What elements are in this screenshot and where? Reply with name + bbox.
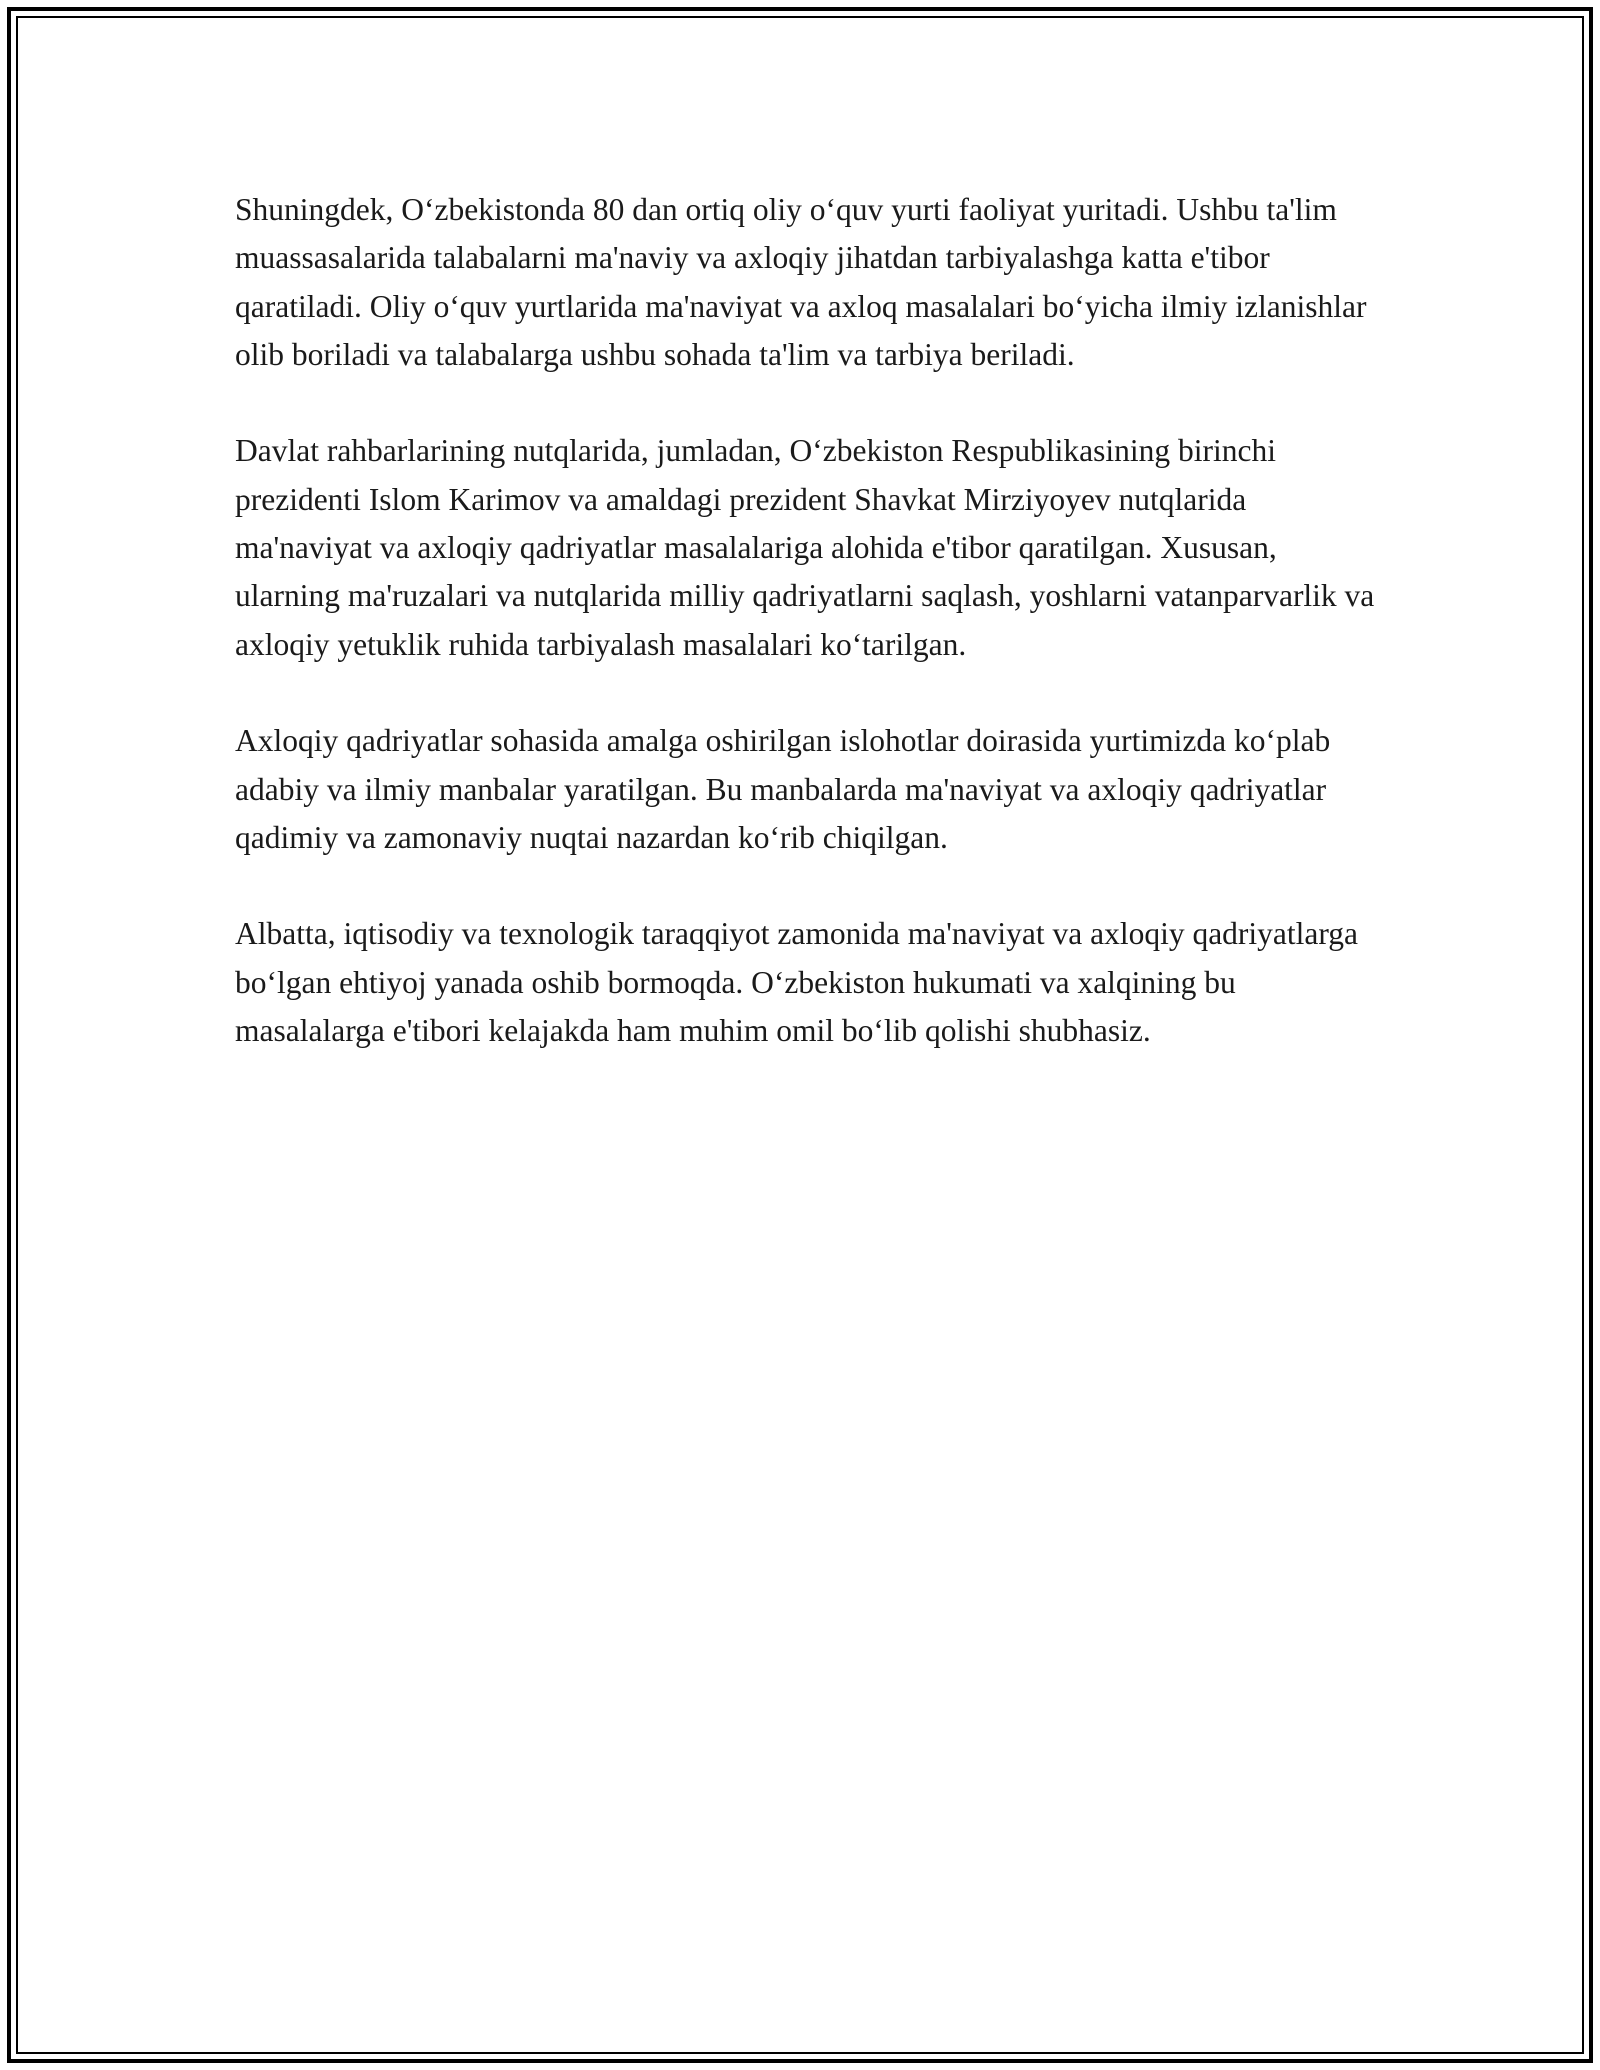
paragraph-3: Axloqiy qadriyatlar sohasida amalga oshirilgan islohotlar doirasida yurtimizda ko‘plab adabiy va ilmiy manbalar yaratilgan. Bu manbalarda ma'naviyat va axloqiy qadriyatlar qadimiy va zamonaviy nuqtai nazardan ko‘rib chiqilgan. (235, 723, 1331, 855)
document-body (235, 186, 1385, 1104)
paragraph-4: Albatta, iqtisodiy va texnologik taraqqiyot zamonida ma'naviyat va axloqiy qadriyatlarga bo‘lgan ehtiyoj yanada oshib bormoqda. O‘zbekiston hukumati va xalqining bu masalalarga e'tibori kelajakda ham muhim omil bo‘lib qolishi shubhasiz. (235, 916, 1359, 1049)
paragraph-2: Davlat rahbarlarining nutqlarida, jumladan, O‘zbekiston Respublikasining birinchi prezidenti Islom Karimov va amaldagi prezident Shavkat Mirziyoyev nutqlarida ma'naviyat va axloqiy qadriyatlar masalalariga alohida e'tibor qaratilgan. Xususan, ularning ma'ruzalari va nutqlarida milliy qadriyatlarni saqlash, yoshlarni vatanparvarlik va axloqiy yetuklik ruhida tarbiyalash masalalari ko‘tarilgan. (235, 433, 1375, 662)
paragraph-1: Shuningdek, O‘zbekistonda 80 dan ortiq oliy o‘quv yurti faoliyat yuritadi. Ushbu ta'lim muassasalarida talabalarni ma'naviy va axloqiy jihatdan tarbiyalashga katta e'tibor qaratiladi. Oliy o‘quv yurtlarida ma'naviyat va axloq masalalari bo‘yicha ilmiy izlanishlar olib boriladi va talabalarga ushbu sohada ta'lim va tarbiya beriladi. (235, 192, 1367, 372)
